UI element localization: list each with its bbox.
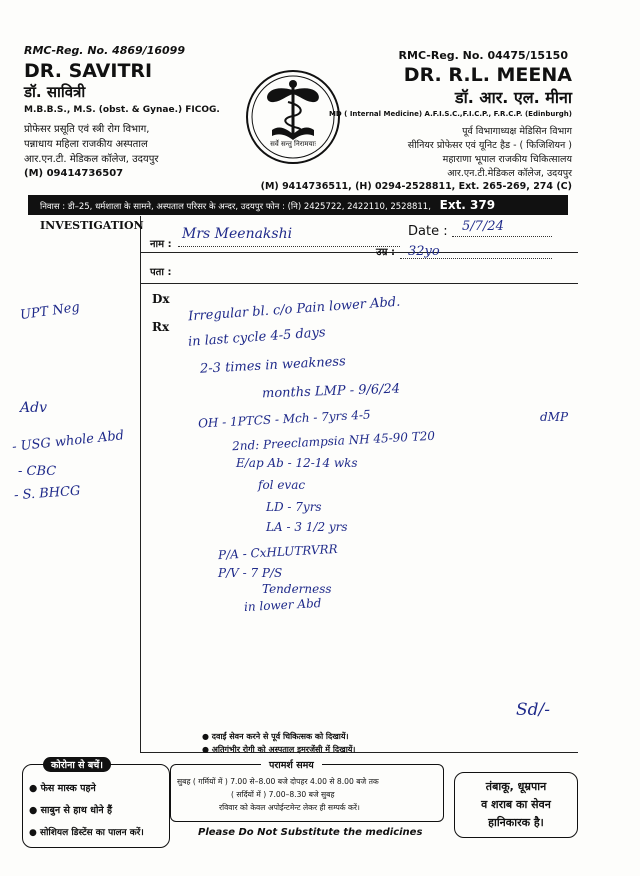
- hw-adv-item-2: - CBC: [18, 464, 57, 479]
- hw-upt: UPT Neg: [19, 299, 81, 324]
- tobacco-line-3: हानिकारक है।: [488, 816, 544, 829]
- investigation-label: INVESTIGATION: [40, 219, 144, 232]
- right-desig-2: सीनियर प्रोफेसर एवं यूनिट हैड - ( फिजिशियन ): [407, 140, 572, 151]
- left-doctor-name-hindi: डॉ. सावित्री: [24, 83, 86, 101]
- hw-adv-item-3: - S. BHCG: [13, 483, 81, 504]
- timing-title: परामर्श समय: [261, 758, 322, 771]
- right-desig-4: आर.एन.टी.मेडिकल कॉलेज, उदयपुर: [447, 168, 572, 179]
- hw-line: in lower Abd: [243, 595, 322, 615]
- hw-line: E/ap Ab - 12-14 wks: [236, 456, 358, 470]
- timing-line-2: ( सर्दियों में ) 7.00–8.30 बजे सुबह: [231, 790, 335, 799]
- corona-item-1: ● फेस मास्क पहने: [29, 781, 96, 794]
- hw-adv-item-1: - USG whole Abd: [11, 428, 125, 455]
- left-doctor-name: DR. SAVITRI: [24, 60, 153, 82]
- residence-bar: [28, 195, 568, 215]
- note-1: ● दवाईं सेवन करने से पूर्व चिकित्सक को दिखायें।: [202, 731, 349, 742]
- hw-line: 2nd: Preeclampsia NH 45-90 T20: [231, 428, 436, 454]
- hw-line: LA - 3 1/2 yrs: [266, 520, 348, 534]
- footer-note: Please Do Not Substitute the medicines: [198, 827, 423, 838]
- name-underline-rule: [140, 252, 578, 253]
- hw-age: 32yo: [408, 244, 440, 259]
- name-label: नाम :: [150, 239, 172, 250]
- corona-item-2: ● साबुन से हाथ धोने हैं: [29, 803, 112, 816]
- tobacco-line-2: व शराब का सेवन: [481, 798, 551, 811]
- corona-title: कोरोना से बचें।: [43, 757, 111, 772]
- right-degrees: MD ( Internal Medicine) A.F.I.S.C.,F.I.C.P., F.R.C.P. (Edinburgh): [328, 110, 572, 118]
- residence-text: निवास : डी–25, धर्मशाला के सामने, अस्पताल परिसर के अन्दर, उदयपुर फोन : (नि) 2425722, 2422110, 2528811,: [40, 202, 431, 212]
- hw-line: in last cycle 4-5 days: [187, 325, 327, 350]
- left-desig-1: प्रोफेसर प्रसूति एवं स्त्री रोग विभाग,: [24, 124, 150, 135]
- left-desig-3: आर.एन.टी. मेडिकल कॉलेज, उदयपुर: [24, 154, 159, 165]
- hw-line: fol evac: [258, 478, 306, 492]
- note-2: ● अतिगंभीर रोगी को अस्पताल इमरजेंसी में दिखायें।: [202, 744, 355, 755]
- hw-line: 2-3 times in weakness: [199, 354, 347, 377]
- hw-line: OH - 1PTCS - Mch - 7yrs 4-5: [197, 407, 371, 431]
- right-phones: (M) 9414736511, (H) 0294-2528811, Ext. 265-269, 274 (C): [260, 181, 572, 192]
- left-desig-2: पन्नाधाय महिला राजकीय अस्पताल: [24, 139, 148, 150]
- investigation-divider: [140, 216, 141, 752]
- hw-adv: Adv: [20, 400, 47, 416]
- name-line: [178, 246, 400, 247]
- hw-patient-name: Mrs Meenakshi: [182, 226, 293, 242]
- caduceus-logo: [244, 68, 342, 166]
- residence-ext: Ext. 379: [439, 198, 496, 212]
- timing-line-3: रविवार को केवल अपोईन्टमेन्ट लेकर ही सम्पर्क करें।: [219, 803, 360, 812]
- left-mobile: (M) 09414736507: [24, 168, 124, 179]
- hw-line: Tenderness: [262, 582, 332, 596]
- dx-label: Dx: [152, 292, 170, 306]
- date-label: Date :: [408, 224, 448, 239]
- left-degrees: M.B.B.S., M.S. (obst. & Gynae.) FICOG.: [24, 105, 220, 115]
- hw-line: P/V - 7 P/S: [218, 566, 283, 580]
- hw-line: P/A - CxHLUTRVRR: [217, 541, 338, 563]
- right-desig-1: पूर्व विभागाध्यक्ष मेडिसिन विभाग: [462, 126, 572, 137]
- timing-box: [170, 760, 444, 822]
- right-doctor-name-hindi: डॉ. आर. एल. मीना: [455, 88, 572, 107]
- logo-motto: सर्वे सन्तु निरामयाः: [270, 140, 316, 148]
- address-label: पता :: [150, 267, 172, 278]
- hw-date: 5/7/24: [462, 219, 504, 234]
- age-label: उम्र :: [376, 247, 395, 258]
- hw-line: months LMP - 9/6/24: [261, 381, 401, 402]
- right-desig-3: महाराणा भूपाल राजकीय चिकित्सालय: [442, 154, 572, 165]
- hw-dmp: dMP: [540, 410, 569, 424]
- hw-line: LD - 7yrs: [266, 500, 322, 514]
- hw-line: Irregular bl. c/o Pain lower Abd.: [187, 294, 401, 325]
- right-doctor-name: DR. R.L. MEENA: [403, 64, 572, 86]
- address-rule: [140, 283, 578, 284]
- tobacco-box: [454, 772, 578, 838]
- hw-signature: Sd/-: [516, 700, 550, 720]
- corona-box: [22, 760, 170, 848]
- left-reg-number: RMC-Reg. No. 4869/16099: [24, 44, 185, 57]
- timing-line-1: सुबह ( गर्मियों में ) 7.00 से–8.00 बजे दोपहर 4.00 से 8.00 बजे तक: [177, 777, 379, 786]
- date-line: [452, 236, 552, 237]
- rx-label: Rx: [152, 320, 170, 334]
- corona-item-3: ● सोशियल डिस्टेंस का पालन करें।: [29, 825, 144, 838]
- tobacco-line-1: तंबाकू, धूम्रपान: [485, 780, 547, 793]
- right-reg-number: RMC-Reg. No. 04475/15150: [398, 49, 568, 62]
